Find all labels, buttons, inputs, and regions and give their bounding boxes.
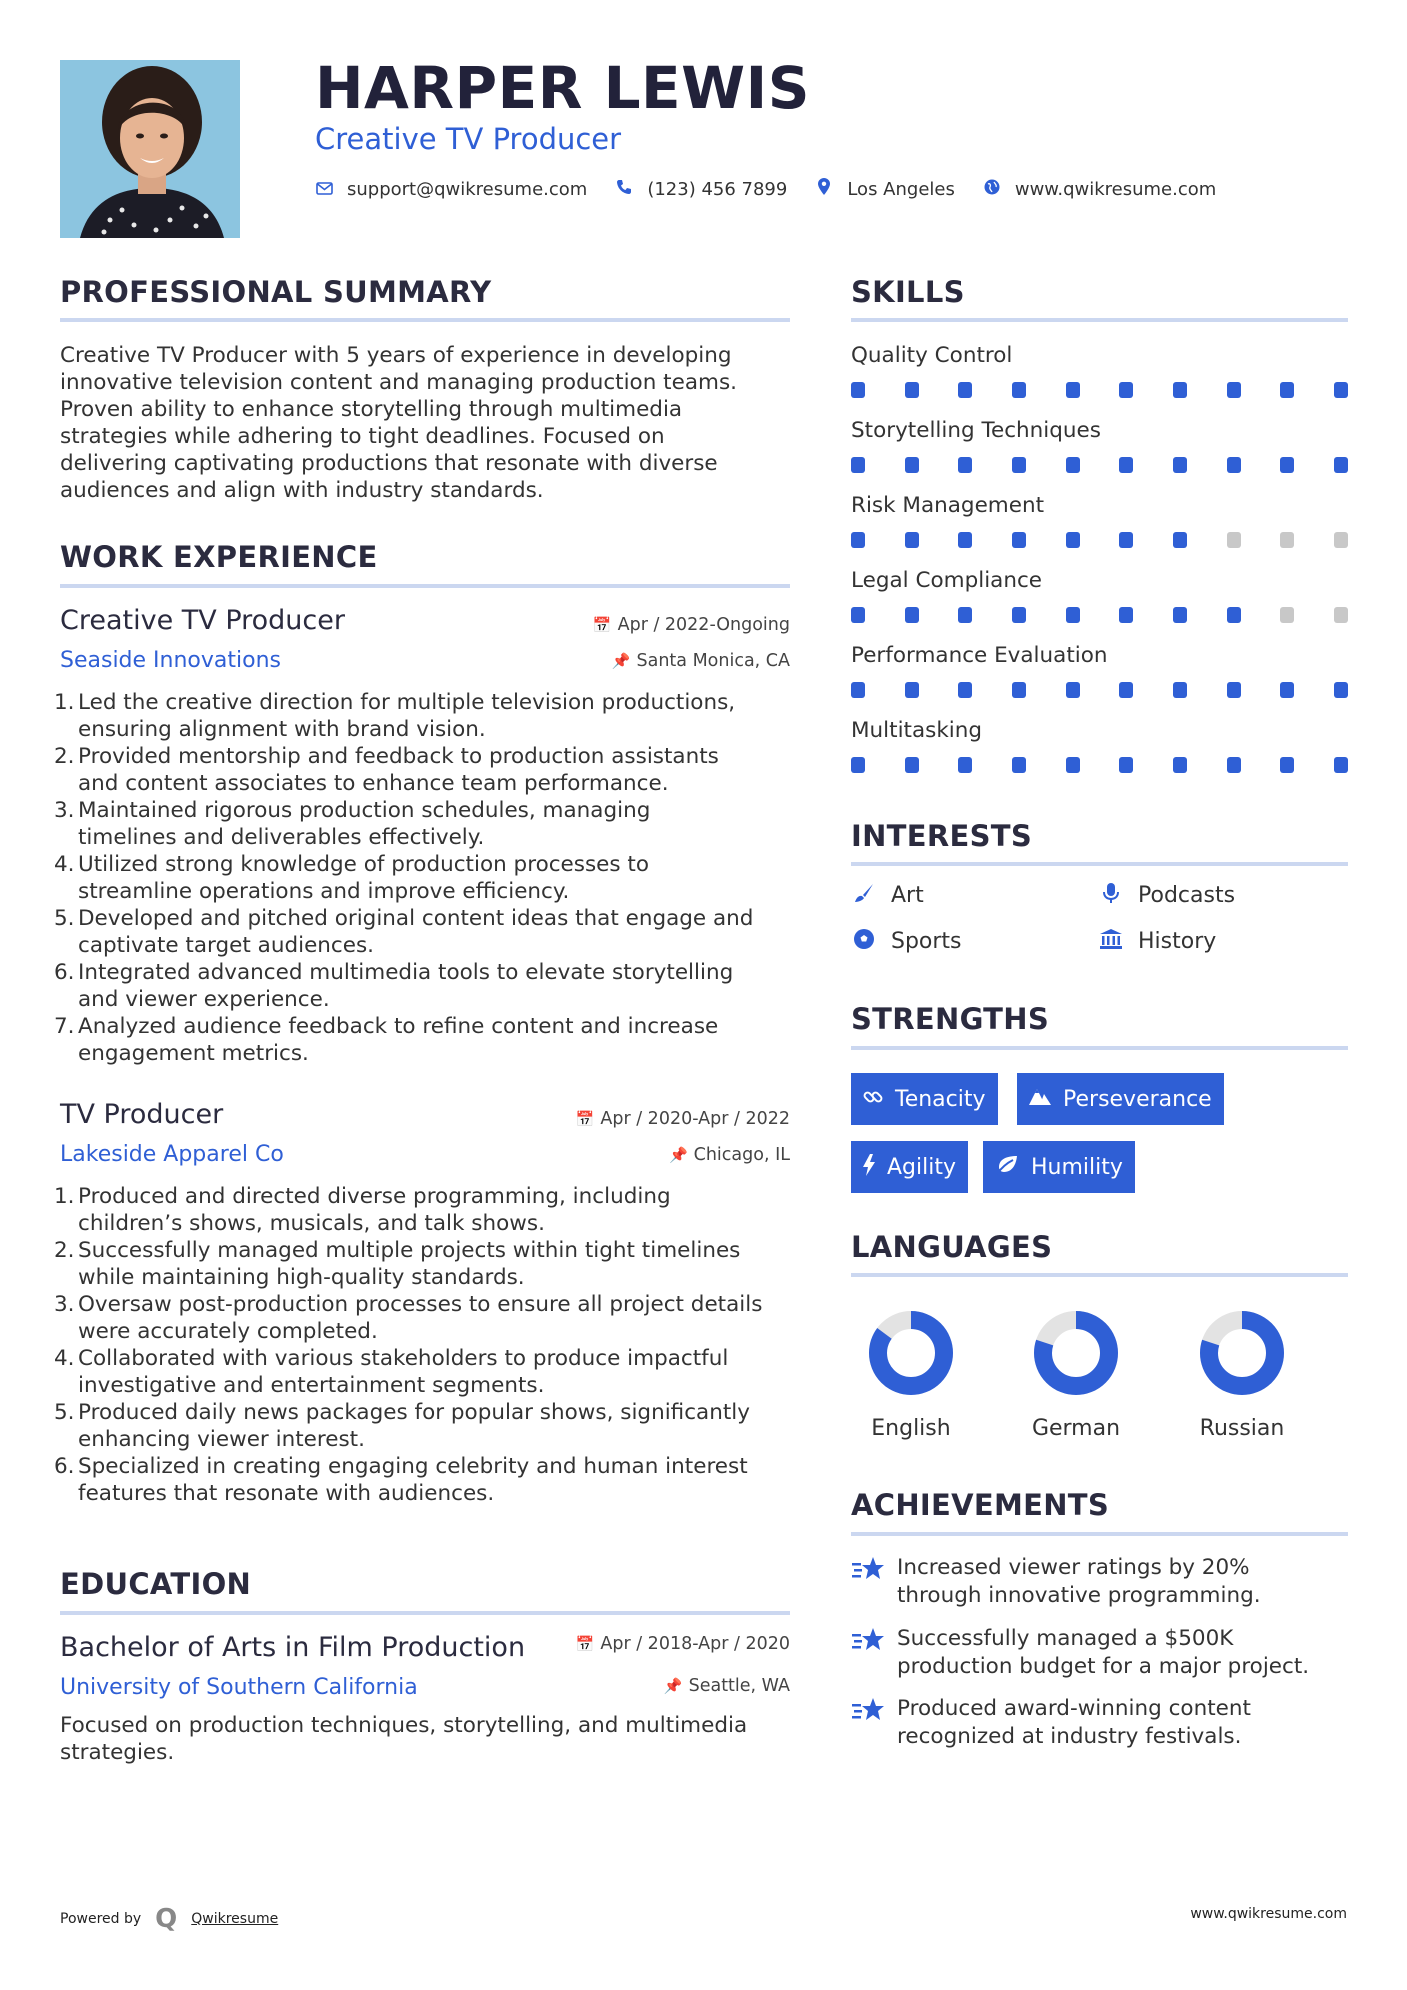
list-text: Produced daily news packages for popular shows, significantly (78, 1400, 750, 1425)
microphone-icon (1098, 882, 1124, 909)
qwikresume-logo-icon: Q (155, 1904, 178, 1934)
skill-label: Legal Compliance (851, 568, 1043, 593)
skill-dot-filled (1119, 682, 1133, 698)
skill-dot-filled (1066, 382, 1080, 398)
job-title: Creative TV Producer (60, 605, 345, 636)
skill-dot-filled (1334, 757, 1348, 773)
contact-email[interactable]: support@qwikresume.com (347, 178, 588, 200)
contact-location: Los Angeles (847, 178, 955, 200)
skill-dot-filled (1280, 682, 1294, 698)
list-text: Produced and directed diverse programming, including (78, 1184, 671, 1209)
strength-badge (851, 1073, 998, 1125)
skill-dot-filled (1066, 532, 1080, 548)
footer-website[interactable]: www.qwikresume.com (1190, 1906, 1347, 1922)
skill-dot-filled (1227, 757, 1241, 773)
list-item (54, 1183, 805, 1237)
skill-dot-filled (1173, 607, 1187, 623)
interest-label: History (1138, 929, 1217, 954)
skill-dot-filled (905, 607, 919, 623)
achievement-item (851, 1554, 1261, 1610)
skill-dot-filled (1012, 532, 1026, 548)
skill-dot-filled (851, 682, 865, 698)
list-text: and viewer experience. (78, 987, 330, 1012)
skill-rating (851, 757, 1348, 775)
candidate-title: Creative TV Producer (315, 122, 622, 156)
contact-phone[interactable]: (123) 456 7899 (647, 178, 788, 200)
map-pin-icon (815, 178, 833, 200)
experience-heading: WORK EXPERIENCE (60, 540, 378, 574)
skill-dot-filled (851, 607, 865, 623)
skill-dot-filled (1334, 457, 1348, 473)
pin-icon: 📌 (663, 1677, 683, 1695)
skill-dot-filled (905, 682, 919, 698)
list-number: 3. (54, 1292, 75, 1317)
strength-badge (851, 1141, 968, 1193)
list-text: Provided mentorship and feedback to production assistants (78, 744, 719, 769)
language-item (851, 1308, 971, 1441)
language-ring (1197, 1308, 1287, 1398)
interest-item (1098, 928, 1216, 955)
skill-dot-filled (958, 532, 972, 548)
achievement-item (851, 1625, 1309, 1681)
education-line: Focused on production techniques, storytelling, and multimedia (60, 1713, 748, 1738)
bolt-icon (863, 1154, 875, 1181)
achievement-line: production budget for a major project. (897, 1654, 1310, 1679)
skill-dot-filled (1119, 457, 1133, 473)
skill-dot-filled (1066, 682, 1080, 698)
strength-label: Perseverance (1063, 1086, 1212, 1112)
interest-label: Art (891, 883, 924, 908)
achievement-line: recognized at industry festivals. (897, 1724, 1242, 1749)
experience-divider (60, 584, 790, 588)
skill-dot-empty (1280, 607, 1294, 623)
skill-dot-filled (1012, 382, 1026, 398)
languages-heading: LANGUAGES (851, 1230, 1053, 1264)
skill-rating (851, 532, 1348, 550)
footer-powered-by (60, 1904, 278, 1934)
skill-dot-filled (1066, 457, 1080, 473)
pin-icon: 📌 (611, 652, 631, 670)
language-ring (1031, 1308, 1121, 1398)
education-line: strategies. (60, 1740, 175, 1765)
list-number: 2. (54, 1238, 75, 1263)
skill-label: Performance Evaluation (851, 643, 1108, 668)
skill-dot-filled (1012, 757, 1026, 773)
skill-dot-empty (1334, 532, 1348, 548)
skill-dot-filled (1334, 682, 1348, 698)
skill-dot-filled (958, 607, 972, 623)
museum-icon (1098, 928, 1124, 955)
language-item (1182, 1308, 1302, 1441)
list-text: Utilized strong knowledge of production processes to (78, 852, 650, 877)
language-ring (866, 1308, 956, 1398)
list-text: investigative and entertainment segments. (78, 1373, 545, 1398)
list-item (54, 959, 805, 1013)
skill-rating (851, 682, 1348, 700)
envelope-icon (315, 179, 333, 200)
list-text: streamline operations and improve efficiency. (78, 879, 570, 904)
list-item (54, 1237, 805, 1291)
skill-dot-filled (1227, 382, 1241, 398)
job-location (669, 1145, 790, 1165)
achievement-item (851, 1695, 1251, 1751)
candidate-name: HARPER LEWIS (315, 54, 810, 122)
list-text: Oversaw post-production processes to ensure all project details (78, 1292, 763, 1317)
skill-dot-filled (958, 682, 972, 698)
education-heading: EDUCATION (60, 1567, 252, 1601)
achievements-heading: ACHIEVEMENTS (851, 1488, 1110, 1522)
summary-heading: PROFESSIONAL SUMMARY (60, 275, 492, 309)
list-number: 1. (54, 690, 75, 715)
education-divider (60, 1611, 790, 1615)
summary-text (60, 342, 800, 504)
job-company: Seaside Innovations (60, 648, 281, 673)
strength-badge (983, 1141, 1135, 1193)
school-name: University of Southern California (60, 1675, 418, 1700)
education-location-text: Seattle, WA (688, 1676, 790, 1696)
list-item (54, 851, 805, 905)
language-label: English (871, 1416, 951, 1441)
paintbrush-icon (851, 882, 877, 909)
skill-dot-filled (905, 532, 919, 548)
shooting-star-icon (851, 1554, 885, 1610)
degree-title: Bachelor of Arts in Film Production (60, 1632, 526, 1663)
skill-dot-filled (1012, 682, 1026, 698)
list-item (54, 689, 805, 743)
interests-heading: INTERESTS (851, 819, 1033, 853)
list-text: Integrated advanced multimedia tools to elevate storytelling (78, 960, 734, 985)
summary-line: Creative TV Producer with 5 years of experience in developing (60, 343, 732, 368)
list-text: were accurately completed. (78, 1319, 378, 1344)
job-dates-text: Apr / 2020-Apr / 2022 (600, 1109, 790, 1129)
leaf-icon (995, 1155, 1019, 1180)
list-number: 3. (54, 798, 75, 823)
interest-item (851, 928, 962, 955)
job-dates-text: Apr / 2022-Ongoing (617, 615, 790, 635)
strength-label: Tenacity (895, 1086, 986, 1112)
skill-dot-empty (1334, 607, 1348, 623)
shooting-star-icon (851, 1625, 885, 1681)
skill-rating (851, 457, 1348, 475)
list-item (54, 905, 805, 959)
skill-dot-filled (905, 457, 919, 473)
contact-website[interactable]: www.qwikresume.com (1014, 178, 1217, 200)
language-item (1016, 1308, 1136, 1441)
skill-dot-filled (1280, 757, 1294, 773)
skill-dot-filled (1173, 757, 1187, 773)
skill-dot-filled (851, 382, 865, 398)
skill-dot-filled (1173, 457, 1187, 473)
list-item (54, 1291, 805, 1345)
skill-dot-filled (851, 532, 865, 548)
interest-item (1098, 882, 1235, 909)
skill-dot-empty (1280, 532, 1294, 548)
skill-dot-filled (1173, 382, 1187, 398)
list-text: timelines and deliverables effectively. (78, 825, 485, 850)
list-text: Maintained rigorous production schedules, managing (78, 798, 651, 823)
languages-divider (851, 1273, 1348, 1277)
job-location-text: Chicago, IL (693, 1145, 790, 1165)
skill-dot-filled (1334, 382, 1348, 398)
skill-dot-filled (1066, 757, 1080, 773)
strength-badge (1017, 1073, 1224, 1125)
shooting-star-icon (851, 1695, 885, 1751)
list-number: 4. (54, 852, 75, 877)
job-title: TV Producer (60, 1099, 224, 1130)
summary-divider (60, 318, 790, 322)
skills-heading: SKILLS (851, 275, 965, 309)
list-text: while maintaining high-quality standards. (78, 1265, 525, 1290)
summary-line: strategies while adhering to tight deadlines. Focused on (60, 424, 665, 449)
mountain-icon (1029, 1088, 1051, 1111)
list-text: ensuring alignment with brand vision. (78, 717, 486, 742)
list-number: 2. (54, 744, 75, 769)
calendar-icon: 📅 (575, 1110, 595, 1128)
skill-label: Quality Control (851, 343, 1013, 368)
skill-dot-filled (1280, 382, 1294, 398)
job-company: Lakeside Apparel Co (60, 1142, 284, 1167)
list-text: children’s shows, musicals, and talk shows. (78, 1211, 545, 1236)
skill-label: Multitasking (851, 718, 983, 743)
job-dates (576, 1109, 790, 1129)
contact-bar (315, 178, 1244, 200)
skill-dot-filled (905, 757, 919, 773)
achievement-line: Increased viewer ratings by 20% (897, 1555, 1250, 1580)
skill-dot-empty (1227, 532, 1241, 548)
skill-dot-filled (1012, 607, 1026, 623)
pin-icon: 📌 (668, 1146, 688, 1164)
list-number: 6. (54, 960, 75, 985)
calendar-icon: 📅 (575, 1635, 595, 1653)
skill-dot-filled (958, 382, 972, 398)
summary-line: audiences and align with industry standards. (60, 478, 544, 503)
achievement-line: Produced award-winning content (897, 1696, 1251, 1721)
list-text: engagement metrics. (78, 1041, 309, 1066)
skill-dot-filled (958, 757, 972, 773)
job-location (612, 651, 790, 671)
list-text: features that resonate with audiences. (78, 1481, 495, 1506)
education-description (60, 1712, 805, 1766)
skill-dot-filled (1173, 682, 1187, 698)
skill-dot-filled (1012, 457, 1026, 473)
powered-by-text: Powered by (60, 1911, 142, 1927)
skill-dot-filled (1119, 757, 1133, 773)
skill-dot-filled (1173, 532, 1187, 548)
skill-dot-filled (1066, 607, 1080, 623)
job-location-text: Santa Monica, CA (636, 651, 790, 671)
list-number: 5. (54, 906, 75, 931)
skill-dot-filled (958, 457, 972, 473)
skill-rating (851, 607, 1348, 625)
skill-label: Storytelling Techniques (851, 418, 1101, 443)
job-bullets (54, 1183, 805, 1507)
summary-line: delivering captivating productions that resonate with diverse (60, 451, 718, 476)
job-dates (593, 615, 790, 635)
skills-divider (851, 318, 1348, 322)
achievements-divider (851, 1532, 1348, 1536)
skill-dot-filled (1119, 382, 1133, 398)
interests-divider (851, 862, 1348, 866)
strength-label: Humility (1031, 1154, 1123, 1180)
list-number: 1. (54, 1184, 75, 1209)
skill-rating (851, 382, 1348, 400)
brand-link[interactable]: Qwikresume (191, 1911, 279, 1927)
soccer-ball-icon (851, 928, 877, 955)
list-number: 4. (54, 1346, 75, 1371)
list-number: 5. (54, 1400, 75, 1425)
list-text: Successfully managed multiple projects within tight timelines (78, 1238, 741, 1263)
skill-dot-filled (1280, 457, 1294, 473)
globe-icon (983, 179, 1001, 200)
interest-label: Sports (891, 929, 962, 954)
skill-dot-filled (1227, 682, 1241, 698)
link-icon (863, 1087, 883, 1112)
list-item (54, 1013, 805, 1067)
education-location (664, 1676, 790, 1696)
list-text: captivate target audiences. (78, 933, 375, 958)
calendar-icon: 📅 (592, 616, 612, 634)
skill-dot-filled (1227, 457, 1241, 473)
summary-line: innovative television content and managing production teams. (60, 370, 737, 395)
strength-label: Agility (887, 1154, 956, 1180)
list-item (54, 797, 805, 851)
skill-dot-filled (905, 382, 919, 398)
list-item (54, 1345, 805, 1399)
list-item (54, 1453, 805, 1507)
list-text: enhancing viewer interest. (78, 1427, 365, 1452)
strengths-heading: STRENGTHS (851, 1002, 1050, 1036)
skill-dot-filled (1227, 607, 1241, 623)
achievement-line: through innovative programming. (897, 1583, 1261, 1608)
job-bullets (54, 689, 805, 1067)
achievement-line: Successfully managed a $500K (897, 1626, 1234, 1651)
list-item (54, 1399, 805, 1453)
list-text: Analyzed audience feedback to refine content and increase (78, 1014, 719, 1039)
language-label: Russian (1199, 1416, 1285, 1441)
language-label: German (1031, 1416, 1121, 1441)
skill-dot-filled (1119, 607, 1133, 623)
list-number: 7. (54, 1014, 75, 1039)
list-text: and content associates to enhance team performance. (78, 771, 669, 796)
skill-dot-filled (851, 457, 865, 473)
list-text: Led the creative direction for multiple television productions, (78, 690, 736, 715)
education-dates-text: Apr / 2018-Apr / 2020 (600, 1634, 790, 1654)
skill-dot-filled (851, 757, 865, 773)
summary-line: Proven ability to enhance storytelling through multimedia (60, 397, 683, 422)
list-item (54, 743, 805, 797)
list-text: Collaborated with various stakeholders to produce impactful (78, 1346, 729, 1371)
skill-label: Risk Management (851, 493, 1045, 518)
interest-item (851, 882, 924, 909)
education-dates (576, 1634, 790, 1654)
phone-icon (615, 179, 633, 200)
interest-label: Podcasts (1138, 883, 1236, 908)
skill-dot-filled (1119, 532, 1133, 548)
list-text: Specialized in creating engaging celebrity and human interest (78, 1454, 748, 1479)
strengths-divider (851, 1046, 1348, 1050)
list-text: Developed and pitched original content ideas that engage and (78, 906, 754, 931)
list-number: 6. (54, 1454, 75, 1479)
profile-photo (60, 60, 240, 238)
